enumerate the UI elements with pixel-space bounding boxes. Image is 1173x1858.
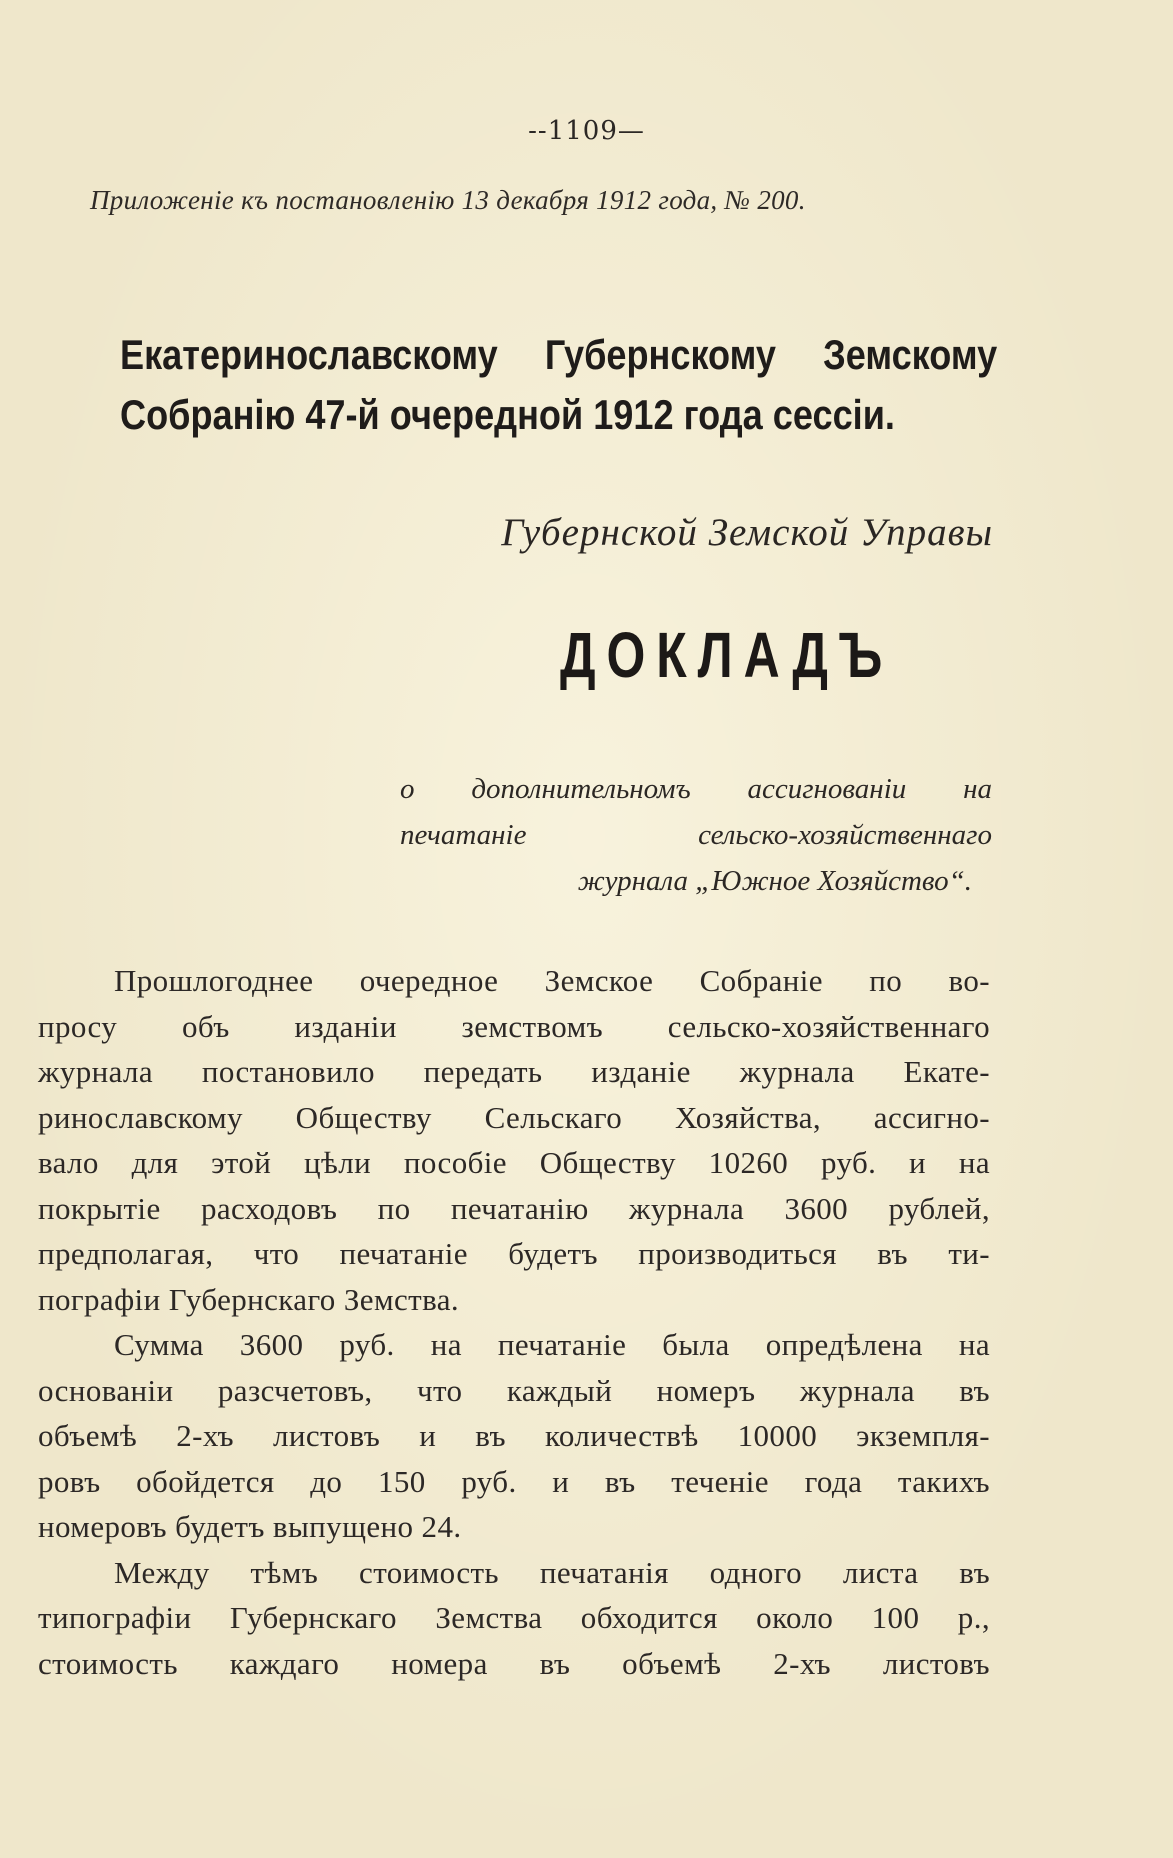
authority-heading: Губернской Земской Управы [501, 511, 993, 554]
text-line: Сумма 3600 руб. на печатаніе была опредѣлена на [114, 1327, 990, 1362]
body-text [38, 958, 990, 1686]
text-line: вало для этой цѣли пособіе Обществу 10260 руб. и на [38, 1145, 990, 1180]
text-line: ровъ обойдется до 150 руб. и въ теченіе года такихъ [38, 1463, 990, 1499]
text-line: номеровъ будетъ выпущено 24. [38, 1509, 462, 1544]
addressee-heading: Екатеринославскому Губернскому Земскому Собранію 47-й очередной 1912 года сессіи. [120, 331, 998, 438]
text-line: пографіи Губернскаго Земства. [38, 1281, 460, 1317]
page-number: --1109— [528, 116, 645, 146]
subject-line: печатаніе сельско-хозяйственнаго [400, 819, 992, 851]
paragraph [38, 1322, 990, 1550]
text-line: покрытіе расходовъ по печатанію журнала 3600 рублей, [38, 1190, 990, 1226]
subject-line: о дополнительномъ ассигнованіи на [400, 773, 992, 805]
paragraph [38, 958, 990, 1322]
report-title: ДОКЛАДЪ [560, 619, 894, 691]
report-subject [400, 766, 992, 904]
text-line: журнала постановило передать изданіе журнала Екате- [38, 1054, 990, 1089]
text-line: объемѣ 2-хъ листовъ и въ количествѣ 10000 экземпля- [38, 1418, 990, 1453]
text-line: типографіи Губернскаго Земства обходится около 100 р., [38, 1600, 990, 1635]
text-line: просу объ изданіи земствомъ сельско-хозяйственнаго [38, 1008, 990, 1044]
paragraph [38, 1550, 990, 1687]
text-line: ринославскому Обществу Сельскаго Хозяйства, ассигно- [38, 1099, 990, 1135]
text-line: Между тѣмъ стоимость печатанія одного листа въ [114, 1554, 990, 1590]
text-line: стоимость каждаго номера въ объемѣ 2-хъ листовъ [38, 1645, 990, 1681]
text-line: основаніи разсчетовъ, что каждый номеръ журнала въ [38, 1372, 990, 1408]
text-line: предполагая, что печатаніе будетъ производиться въ ти- [38, 1236, 990, 1271]
appendix-note: Приложеніе къ постановленію 13 декабря 1912 года, № 200. [90, 185, 806, 215]
subject-line: журнала „Южное Хозяйство“. [577, 865, 972, 897]
text-line: Прошлогоднее очередное Земское Собраніе по во- [114, 963, 990, 998]
